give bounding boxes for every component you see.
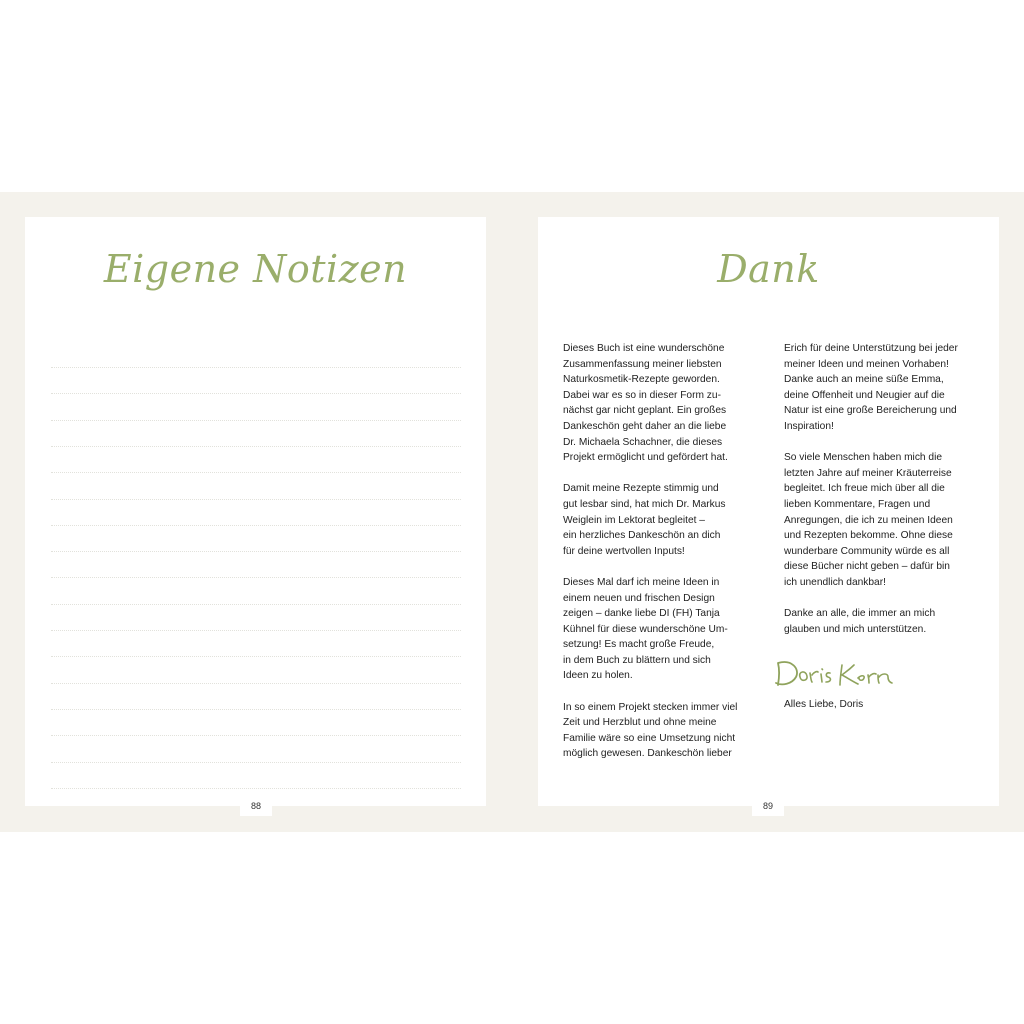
text-line: Danke auch an meine süße Emma, xyxy=(784,374,944,386)
note-line xyxy=(51,420,461,421)
note-line xyxy=(51,630,461,631)
note-line xyxy=(51,788,461,789)
text-line: in dem Buch zu blättern und sich xyxy=(563,654,711,666)
page-title-thanks: Dank xyxy=(717,247,820,291)
text-line: Zusammenfassung meiner liebsten xyxy=(563,358,722,370)
text-line: Projekt ermöglicht und gefördert hat. xyxy=(563,452,728,464)
text-line: setzung! Es macht große Freude, xyxy=(563,639,715,651)
text-line: Familie wäre so eine Umsetzung nicht xyxy=(563,732,736,744)
left-page xyxy=(25,217,486,811)
text-column-2-paragraphs xyxy=(784,341,974,637)
text-line: Naturkosmetik-Rezepte geworden. xyxy=(563,374,720,386)
text-line: und Rezepten bekomme. Ohne diese xyxy=(784,530,953,542)
text-line: Natur ist eine große Bereicherung und xyxy=(784,405,957,417)
page-title-notes: Eigene Notizen xyxy=(103,247,408,291)
book-spread xyxy=(0,192,1024,832)
text-column-1 xyxy=(563,341,753,778)
text-line: begleitet. Ich freue mich über all die xyxy=(784,483,945,495)
column1-paragraph xyxy=(563,341,753,466)
text-line: für deine wertvollen Inputs! xyxy=(563,545,685,557)
column2-paragraph xyxy=(784,341,974,435)
text-line: glauben und mich unterstützen. xyxy=(784,623,927,635)
text-line: Dieses Buch ist eine wunderschöne xyxy=(563,343,725,354)
note-line xyxy=(51,709,461,710)
note-line xyxy=(51,393,461,394)
text-line: Dabei war es so in dieser Form zu- xyxy=(563,389,721,401)
text-line: Inspiration! xyxy=(784,420,834,432)
text-line: Zeit und Herzblut und ohne meine xyxy=(563,717,717,729)
text-line: möglich gewesen. Dankeschön lieber xyxy=(563,748,732,760)
page-number-left: 88 xyxy=(240,796,272,816)
note-line xyxy=(51,472,461,473)
text-line: einem neuen und frischen Design xyxy=(563,592,715,604)
text-line: Weiglein im Lektorat begleitet – xyxy=(563,514,705,526)
text-line: In so einem Projekt stecken immer viel xyxy=(563,701,738,713)
note-line xyxy=(51,762,461,763)
text-line: Dr. Michaela Schachner, die dieses xyxy=(563,436,723,448)
signature-image xyxy=(770,653,900,693)
closing-line: Alles Liebe, Doris xyxy=(784,698,864,710)
text-line: Ideen zu holen. xyxy=(563,670,633,682)
text-line: meiner Ideen und meinen Vorhaben! xyxy=(784,358,949,370)
text-line: Damit meine Rezepte stimmig und xyxy=(563,483,719,495)
text-column-2 xyxy=(784,341,974,712)
column1-paragraph xyxy=(563,700,753,762)
text-line: So viele Menschen haben mich die xyxy=(784,452,943,464)
column2-paragraph xyxy=(784,450,974,590)
text-line: ich unendlich dankbar! xyxy=(784,576,886,588)
note-line xyxy=(51,604,461,605)
note-line xyxy=(51,499,461,500)
text-line: lieben Kommentare, Fragen und xyxy=(784,498,931,510)
note-line xyxy=(51,446,461,447)
right-page xyxy=(538,217,999,811)
text-line: Erich für deine Unterstützung bei jeder xyxy=(784,343,958,354)
note-line xyxy=(51,367,461,368)
note-line xyxy=(51,735,461,736)
text-line: zeigen – danke liebe DI (FH) Tanja xyxy=(563,608,720,620)
text-line: wunderbare Community würde es all xyxy=(784,545,950,557)
column1-paragraph xyxy=(563,481,753,559)
column1-paragraph xyxy=(563,575,753,684)
text-line: Dankeschön geht daher an die liebe xyxy=(563,420,727,432)
column2-paragraph xyxy=(784,606,974,637)
note-line xyxy=(51,577,461,578)
text-line: gut lesbar sind, hat mich Dr. Markus xyxy=(563,498,726,510)
text-line: Dieses Mal darf ich meine Ideen in xyxy=(563,576,720,588)
text-line: Anregungen, die ich zu meinen Ideen xyxy=(784,514,953,526)
note-line xyxy=(51,525,461,526)
note-lines xyxy=(51,367,461,792)
text-line: Kühnel für diese wunderschöne Um- xyxy=(563,623,728,635)
text-line: nächst gar nicht geplant. Ein großes xyxy=(563,405,727,417)
note-line xyxy=(51,551,461,552)
page-number-right: 89 xyxy=(752,796,784,816)
text-line: ein herzliches Dankeschön an dich xyxy=(563,530,721,542)
text-line: diese Bücher nicht geben – dafür bin xyxy=(784,561,950,573)
note-line xyxy=(51,683,461,684)
text-line: letzten Jahre auf meiner Kräuterreise xyxy=(784,467,952,479)
note-line xyxy=(51,656,461,657)
text-line: Danke an alle, die immer an mich xyxy=(784,608,936,620)
text-line: deine Offenheit und Neugier auf die xyxy=(784,389,945,401)
